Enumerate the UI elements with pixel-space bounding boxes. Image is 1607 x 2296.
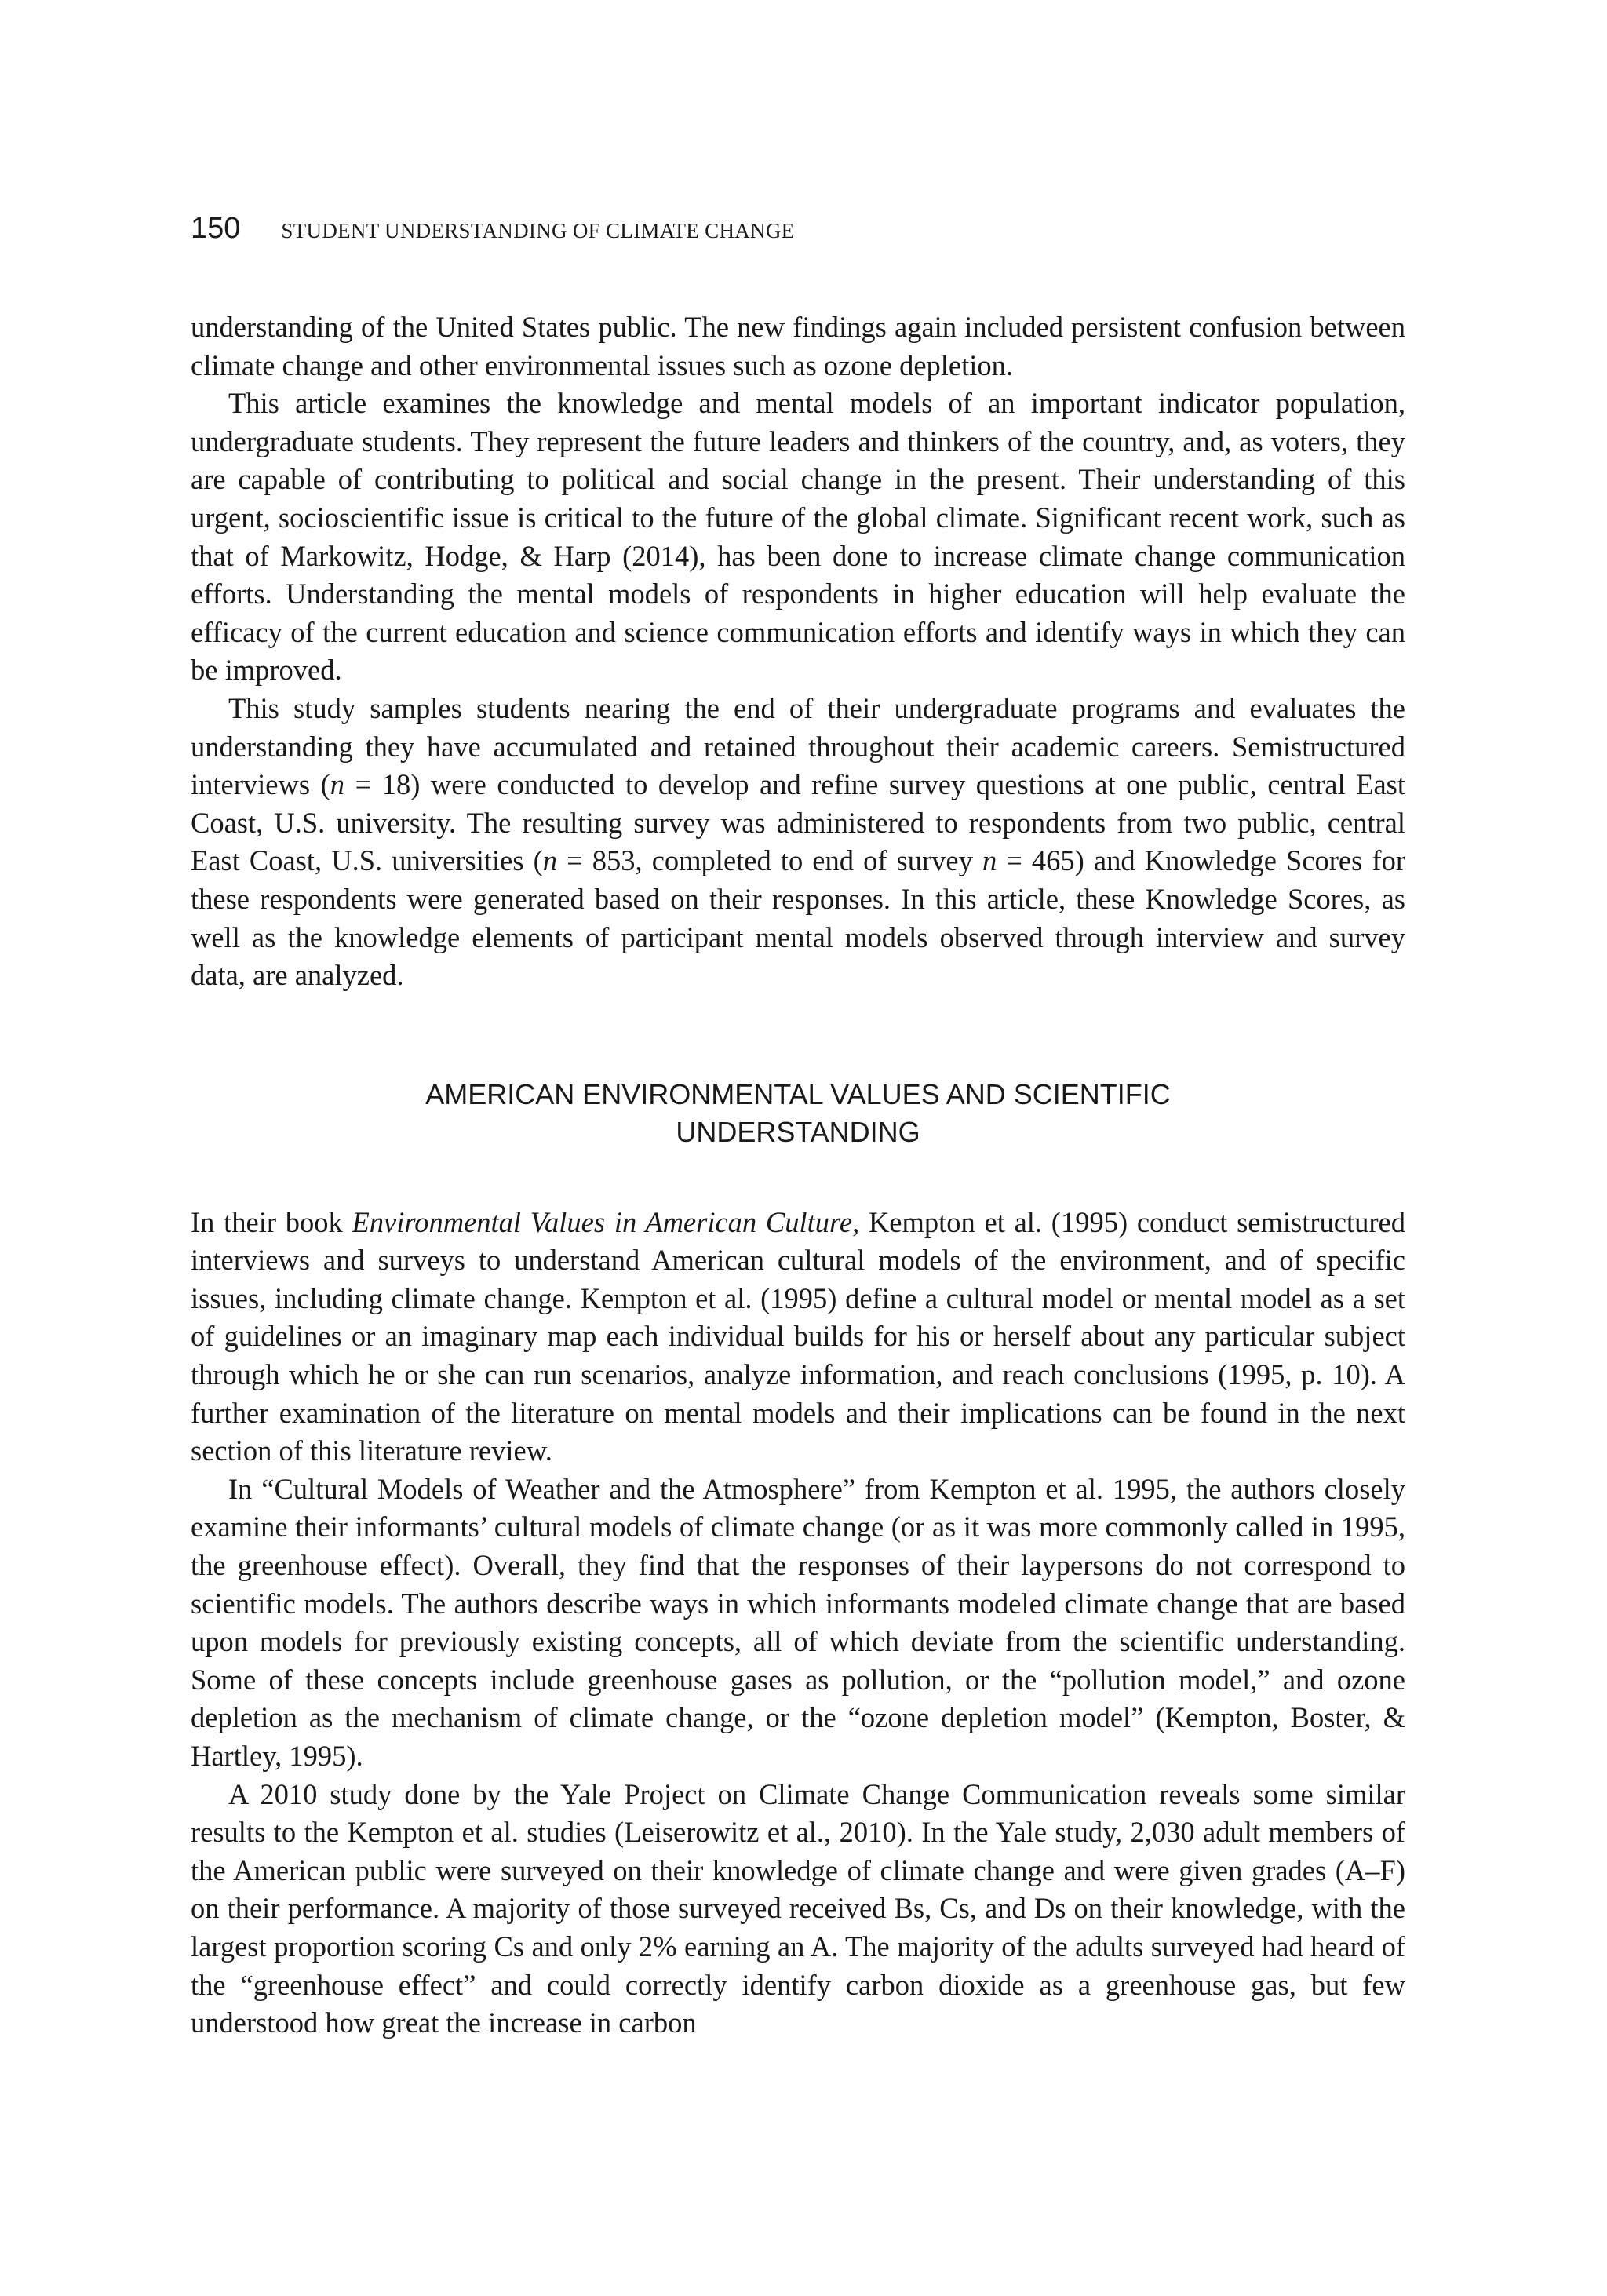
section-heading-line: UNDERSTANDING bbox=[676, 1115, 920, 1148]
page-header bbox=[191, 212, 794, 246]
paragraph: In their book Environmental Values in American Culture, Kempton et al. (1995) conduct semistructured interviews and surveys to understand American cultural models of the environment, and of specific issues, including climate change. Kempton et al. (1995) define a cultural model or mental model as a set of guidelines or an imaginary map each individual builds for his or herself about any particular subject through which he or she can run scenarios, analyze information, and reach conclusions (1995, p. 10). A further examination of the literature on mental models and their implications can be found in the next section of this literature review. bbox=[191, 1205, 1405, 1467]
paragraph-continuation: understanding of the United States public. The new findings again included persistent confusion between climate change and other environmental issues such as ozone depletion. bbox=[191, 311, 1405, 381]
paragraph: This article examines the knowledge and mental models of an important indicator population, undergraduate students. They represent the future leaders and thinkers of the country, and, as voters, they are capable of contributing to political and social change in the present. Their understanding of this urgent, socioscientific issue is critical to the future of the global climate. Significant recent work, such as that of Markowitz, Hodge, & Harp (2014), has been done to increase climate change communication efforts. Understanding the mental models of respondents in higher education will help evaluate the efficacy of the current education and science communication efforts and identify ways in which they can be improved. bbox=[191, 387, 1405, 687]
article-body bbox=[191, 308, 1405, 2043]
page-number: 150 bbox=[191, 212, 241, 245]
section-heading-line: AMERICAN ENVIRONMENTAL VALUES AND SCIENTIFIC bbox=[425, 1077, 1171, 1110]
section-heading bbox=[191, 1076, 1405, 1151]
paragraph: In “Cultural Models of Weather and the Atmosphere” from Kempton et al. 1995, the authors closely examine their informants’ cultural models of climate change (or as it was more commonly called in 1995, the greenhouse effect). Overall, they find that the responses of their laypersons do not correspond to scientific models. The authors describe ways in which informants modeled climate change that are based upon models for previously existing concepts, all of which deviate from the scientific understanding. Some of these concepts include greenhouse gases as pollution, or the “pollution model,” and ozone depletion as the mechanism of climate change, or the “ozone depletion model” (Kempton, Boster, & Hartley, 1995). bbox=[191, 1472, 1405, 1772]
running-head: STUDENT UNDERSTANDING OF CLIMATE CHANGE bbox=[281, 219, 795, 242]
paragraph: A 2010 study done by the Yale Project on Climate Change Communication reveals some similar results to the Kempton et al. studies (Leiserowitz et al., 2010). In the Yale study, 2,030 adult members of the American public were surveyed on their knowledge of climate change and were given grades (A–F) on their performance. A majority of those surveyed received Bs, Cs, and Ds on their knowledge, with the largest proportion scoring Cs and only 2% earning an A. The majority of the adults surveyed had heard of the “greenhouse effect” and could correctly identify carbon dioxide as a greenhouse gas, but few understood how great the increase in carbon bbox=[191, 1777, 1405, 2039]
paragraph: This study samples students nearing the end of their undergraduate programs and evaluates the understanding they have accumulated and retained throughout their academic careers. Semistructured interviews (n = 18) were conducted to develop and refine survey questions at one public, central East Coast, U.S. university. The resulting survey was administered to respondents from two public, central East Coast, U.S. universities (n = 853, completed to end of survey n = 465) and Knowledge Scores for these respondents were generated based on their responses. In this article, these Knowledge Scores, as well as the knowledge elements of participant mental models observed through interview and survey data, are analyzed. bbox=[191, 691, 1406, 992]
book-title: Environmental Values in American Culture bbox=[352, 1205, 853, 1238]
